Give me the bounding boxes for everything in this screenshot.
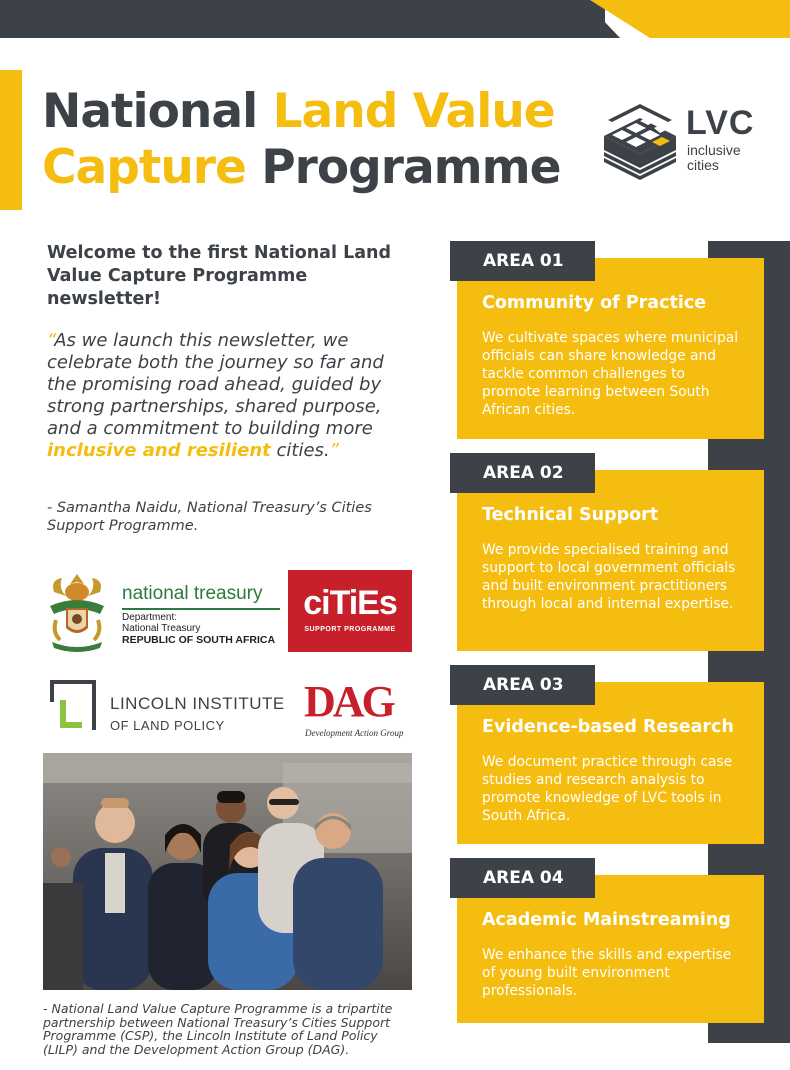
area-title: Academic Mainstreaming bbox=[482, 910, 731, 930]
treasury-department bbox=[122, 612, 200, 634]
quote-end: cities. bbox=[270, 440, 330, 461]
lincoln-sub: OF LAND POLICY bbox=[110, 718, 225, 733]
quote-attribution: - Samantha Naidu, National Treasury’s Cities Support Programme. bbox=[47, 500, 372, 534]
treasury-dept-line1: Department: bbox=[122, 612, 178, 623]
lvc-tagline-1: inclusive bbox=[687, 142, 741, 158]
page-title bbox=[42, 84, 560, 196]
area-text: We cultivate spaces where municipal officials can share knowledge and tackle common challenges to promote learning between South African cities. bbox=[482, 330, 739, 418]
cities-support-logo bbox=[288, 570, 412, 652]
lvc-logo-tagline bbox=[687, 143, 757, 173]
lvc-logo-name: LVC bbox=[686, 104, 755, 142]
top-banner-dark bbox=[0, 0, 605, 38]
area-text: We provide specialised training and support to local government officials and built environment practitioners through local and internal expertise. bbox=[482, 542, 736, 612]
area-text: We document practice through case studies and research analysis to promote knowledge of LVC tools in South Africa. bbox=[482, 754, 733, 824]
title-capture: Capture bbox=[42, 140, 246, 195]
lincoln-name: LINCOLN INSTITUTE bbox=[110, 694, 285, 713]
area-tag-03: AREA 03 bbox=[450, 665, 595, 705]
treasury-dept-line2: National Treasury bbox=[122, 623, 201, 634]
title-national: National bbox=[42, 84, 273, 139]
quote-open-mark: “ bbox=[47, 330, 55, 351]
lvc-tagline-2: cities bbox=[687, 157, 719, 173]
area-text: We enhance the skills and expertise of young built environment professionals. bbox=[482, 947, 732, 999]
area-card-02 bbox=[457, 470, 764, 651]
treasury-country: REPUBLIC OF SOUTH AFRICA bbox=[122, 634, 276, 646]
team-photo bbox=[43, 753, 412, 990]
dag-logo-sub: Development Action Group bbox=[305, 728, 404, 738]
area-card-03 bbox=[457, 682, 764, 844]
dag-logo-name: DAG bbox=[304, 677, 393, 726]
photo-caption: - National Land Value Capture Programme is a tripartite partnership between National Treasury’s Cities Support Programme (CSP), the Lincoln Institute of Land Policy (LILP) and the Development Action Group (DAG). bbox=[43, 1001, 393, 1057]
title-programme: Programme bbox=[245, 140, 561, 195]
top-banner-yellow bbox=[590, 0, 790, 38]
quote-close-mark: ” bbox=[329, 440, 339, 461]
area-title: Technical Support bbox=[482, 505, 659, 525]
cities-logo-sub: SUPPORT PROGRAMME bbox=[304, 626, 396, 633]
area-title: Community of Practice bbox=[482, 293, 707, 313]
title-accent-bar bbox=[0, 70, 22, 210]
area-title: Evidence-based Research bbox=[482, 717, 734, 737]
area-card-01 bbox=[457, 258, 764, 439]
team-photo-image bbox=[43, 753, 412, 990]
treasury-divider bbox=[122, 608, 280, 610]
lincoln-institute-icon bbox=[48, 678, 98, 734]
cities-logo-name: ciTiEs bbox=[303, 584, 397, 622]
area-tag-02: AREA 02 bbox=[450, 453, 595, 493]
coat-of-arms-icon bbox=[44, 570, 110, 654]
area-tag-01: AREA 01 bbox=[450, 241, 595, 281]
welcome-heading: Welcome to the first National Land Value Capture Programme newsletter! bbox=[47, 243, 392, 309]
area-tag-04: AREA 04 bbox=[450, 858, 595, 898]
intro-quote bbox=[47, 330, 419, 462]
title-land-value: Land Value bbox=[272, 84, 555, 139]
treasury-name: national treasury bbox=[122, 583, 263, 604]
quote-text: As we launch this newsletter, we celebrate both the journey so far and the promising road ahead, guided by strong partnerships, shared purpose, and a commitment to building more bbox=[47, 330, 384, 439]
quote-highlight: inclusive and resilient bbox=[47, 440, 271, 461]
